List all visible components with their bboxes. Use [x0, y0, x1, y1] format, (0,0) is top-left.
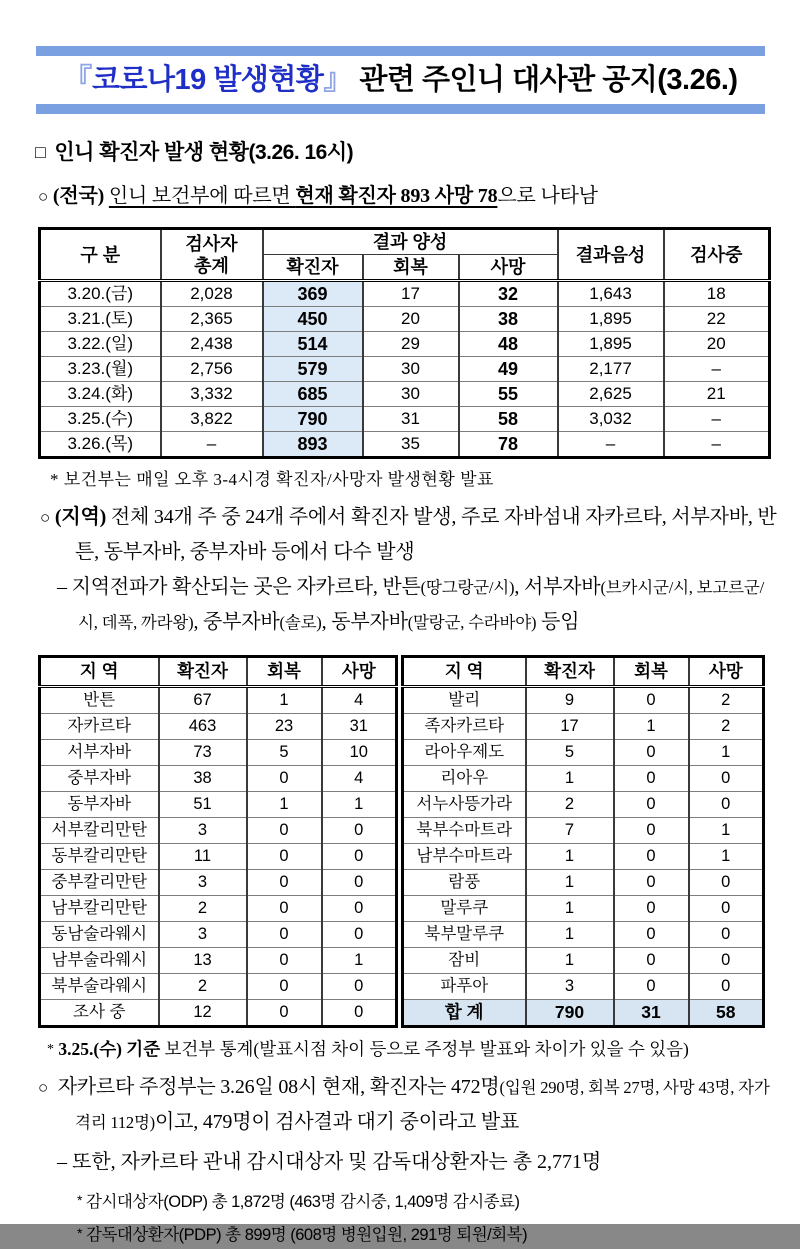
total-cell: 58 [689, 1000, 764, 1027]
table-cell: 38 [459, 307, 558, 332]
table-cell: 17 [526, 714, 614, 740]
table-cell: 23 [247, 714, 322, 740]
region-table-footnote [47, 1037, 800, 1062]
region-table-left-body [40, 687, 397, 1027]
table-cell: 51 [159, 792, 247, 818]
table-cell: 3 [159, 870, 247, 896]
table-row [403, 922, 764, 948]
national-label: (전국) [52, 185, 105, 207]
table-cell: 2 [689, 687, 764, 714]
header-region: 지 역 [403, 657, 526, 687]
title-highlight: 코로나19 발생현황 [91, 64, 324, 96]
table-cell: 1 [526, 766, 614, 792]
table-cell: 0 [689, 974, 764, 1000]
table-cell: 족자카르타 [403, 714, 526, 740]
page-title [36, 56, 765, 104]
table-cell: 0 [689, 792, 764, 818]
table-cell: 0 [689, 870, 764, 896]
table-cell: 579 [263, 357, 363, 382]
detail-run: , 중부자바 [193, 611, 280, 633]
table-cell: 동부자바 [40, 792, 159, 818]
table-row [40, 818, 397, 844]
table-cell: 동부칼리만탄 [40, 844, 159, 870]
table-cell: 2,177 [558, 357, 664, 382]
table-cell: 3 [159, 818, 247, 844]
table-cell: 중부칼리만탄 [40, 870, 159, 896]
table-cell: 55 [459, 382, 558, 407]
table-row [40, 357, 770, 382]
detail-run-small: (브카시군/시, 보고르군/시, 데폭, 까라왕) [78, 578, 765, 632]
table-cell: 5 [247, 740, 322, 766]
table-cell: 1 [614, 714, 689, 740]
table-cell: 0 [614, 896, 689, 922]
table-row [40, 974, 397, 1000]
total-cell: 합 계 [403, 1000, 526, 1027]
table-cell: 북부말루쿠 [403, 922, 526, 948]
table-row [40, 687, 397, 714]
table-row [40, 714, 397, 740]
table-cell: 0 [247, 1000, 322, 1027]
table-cell: 말루쿠 [403, 896, 526, 922]
jakarta-monitoring-text: 또한, 자카르타 관내 감시대상자 및 감독대상환자는 총 2,771명 [72, 1151, 602, 1173]
table-cell: 3,332 [161, 382, 263, 407]
detail-run: 등임 [536, 611, 580, 633]
header-testing: 검사중 [664, 229, 770, 281]
table-cell: 13 [159, 948, 247, 974]
table-row [403, 974, 764, 1000]
table-cell: 0 [247, 974, 322, 1000]
detail-run-small: (땅그랑군/시) [420, 578, 515, 597]
table-cell: 0 [614, 818, 689, 844]
table-cell: 20 [363, 307, 459, 332]
header-deaths: 사망 [459, 255, 558, 281]
table-cell: 1 [526, 922, 614, 948]
table-cell: 20 [664, 332, 770, 357]
table-cell: 0 [322, 818, 397, 844]
table-cell: 0 [247, 922, 322, 948]
table-cell: 1,895 [558, 307, 664, 332]
table-row [403, 740, 764, 766]
table-cell: 3.21.(토) [40, 307, 161, 332]
table-cell: 78 [459, 432, 558, 458]
jakarta-summary [38, 1070, 780, 1140]
table-row [40, 281, 770, 307]
region-table-right [401, 655, 765, 1028]
table-cell: 중부자바 [40, 766, 159, 792]
table-row [40, 740, 397, 766]
odp-note [77, 1187, 800, 1216]
header-tested-line1: 검사자 [185, 233, 238, 254]
table-cell: 1,895 [558, 332, 664, 357]
header-category: 구 분 [40, 229, 161, 281]
region-table-left-header [40, 657, 397, 687]
table-cell: 2 [689, 714, 764, 740]
table-cell: 3.20.(금) [40, 281, 161, 307]
title-banner [36, 0, 765, 114]
dash-bullet-icon: – [57, 576, 67, 598]
table-cell: 남부수마트라 [403, 844, 526, 870]
table-row [40, 1000, 397, 1027]
table-cell: 7 [526, 818, 614, 844]
jakarta-run: 이고, 479명이 검사결과 대기 중이라고 발표 [154, 1111, 520, 1133]
circle-bullet-icon: ○ [38, 187, 49, 206]
section-heading-time: (3.26. 16시) [248, 141, 354, 164]
header-tested-line2: 총계 [194, 255, 229, 276]
table-cell: 35 [363, 432, 459, 458]
table-cell: 21 [664, 382, 770, 407]
table-cell: 5 [526, 740, 614, 766]
table-cell: 파푸아 [403, 974, 526, 1000]
table-cell: 1 [322, 948, 397, 974]
table-cell: 1 [526, 870, 614, 896]
region-table-total [403, 1000, 764, 1027]
table-cell: 0 [322, 896, 397, 922]
table-cell: 58 [459, 407, 558, 432]
table-cell: 9 [526, 687, 614, 714]
table-row [40, 870, 397, 896]
region-table-right-header [403, 657, 764, 687]
daily-table-footnote: * 보건부는 매일 오후 3-4시경 확진자/사망자 발생현황 발표 [50, 470, 494, 489]
table-cell: 북부술라웨시 [40, 974, 159, 1000]
title-rest: 관련 주인니 대사관 공지(3.26.) [351, 64, 738, 96]
jakarta-run-small: (입원 290명, 회복 27명, 사망 43명, 자가격리 112명) [75, 1078, 770, 1132]
table-row [40, 844, 397, 870]
region-tables [38, 655, 800, 1028]
header-recovered: 회복 [363, 255, 459, 281]
header-deaths: 사망 [689, 657, 764, 687]
bottom-rule [36, 104, 765, 114]
table-row [403, 687, 764, 714]
table-cell: 48 [459, 332, 558, 357]
table-cell: 11 [159, 844, 247, 870]
region-label: (지역) [54, 506, 107, 528]
table-cell: 발리 [403, 687, 526, 714]
table-cell: 라아우제도 [403, 740, 526, 766]
daily-status-table [38, 227, 771, 459]
table-cell: 북부수마트라 [403, 818, 526, 844]
table-cell: 32 [459, 281, 558, 307]
table-cell: 리아우 [403, 766, 526, 792]
table-cell: 3 [526, 974, 614, 1000]
table-cell: – [664, 432, 770, 458]
table-row [403, 766, 764, 792]
detail-run: 지역전파가 확산되는 곳은 자카르타, 반튼 [71, 576, 421, 598]
table-row [40, 432, 770, 458]
table-cell: 463 [159, 714, 247, 740]
jakarta-monitoring [57, 1146, 780, 1179]
table-row [40, 896, 397, 922]
table-cell: 29 [363, 332, 459, 357]
table-row [403, 818, 764, 844]
table-cell: 0 [322, 922, 397, 948]
table-cell: – [558, 432, 664, 458]
table-cell: 0 [322, 974, 397, 1000]
table-cell: 67 [159, 687, 247, 714]
table-cell: 31 [363, 407, 459, 432]
table-cell: 0 [689, 896, 764, 922]
table-cell: 잠비 [403, 948, 526, 974]
header-recovered: 회복 [247, 657, 322, 687]
national-tail: 으로 나타남 [497, 185, 598, 207]
region-table-left [38, 655, 398, 1028]
table-row [403, 896, 764, 922]
table-row [403, 870, 764, 896]
table-cell: 자카르타 [40, 714, 159, 740]
table-row [403, 844, 764, 870]
total-cell: 790 [526, 1000, 614, 1027]
table-cell: 1 [247, 792, 322, 818]
header-region: 지 역 [40, 657, 159, 687]
table-cell: 0 [614, 766, 689, 792]
table-cell: 3.24.(화) [40, 382, 161, 407]
table-cell: 10 [322, 740, 397, 766]
table-cell: 49 [459, 357, 558, 382]
table-cell: 0 [322, 844, 397, 870]
table-row [40, 407, 770, 432]
table-cell: 0 [322, 1000, 397, 1027]
header-recovered: 회복 [614, 657, 689, 687]
table-cell: – [664, 357, 770, 382]
asterisk-icon: * [47, 1042, 54, 1057]
region-table-right-body [403, 687, 764, 1000]
table-cell: 3 [159, 922, 247, 948]
table-cell: 1 [247, 687, 322, 714]
table-row [40, 382, 770, 407]
table-cell: 서부칼리만탄 [40, 818, 159, 844]
table-cell: 2,028 [161, 281, 263, 307]
table-cell: 0 [614, 844, 689, 870]
table-cell: 514 [263, 332, 363, 357]
daily-table-body [40, 281, 770, 458]
table-cell: 1 [526, 948, 614, 974]
table-cell: 3.26.(목) [40, 432, 161, 458]
detail-run: , 동부자바 [321, 611, 408, 633]
table-row [403, 948, 764, 974]
table-cell: 0 [614, 948, 689, 974]
table-row [40, 922, 397, 948]
jakarta-run: 자카르타 주정부는 3.26일 08시 현재, 확진자는 472명 [57, 1076, 500, 1098]
table-cell: 3,822 [161, 407, 263, 432]
table-cell: 1 [322, 792, 397, 818]
section-heading [35, 140, 800, 166]
table-cell: 0 [247, 948, 322, 974]
table-cell: 0 [247, 818, 322, 844]
table-cell: 반튼 [40, 687, 159, 714]
table-cell: 17 [363, 281, 459, 307]
table-cell: 서누사뜽가라 [403, 792, 526, 818]
header-confirmed: 확진자 [159, 657, 247, 687]
table-cell: 남부칼리만탄 [40, 896, 159, 922]
table-row [40, 332, 770, 357]
table-cell: – [664, 407, 770, 432]
region-summary [40, 500, 778, 570]
region-detail [57, 570, 774, 640]
table-cell: 0 [247, 844, 322, 870]
header-confirmed: 확진자 [526, 657, 614, 687]
footnote-rest: 보건부 통계(발표시점 차이 등으로 주정부 발표와 차이가 있을 수 있음) [160, 1039, 689, 1059]
table-row [403, 792, 764, 818]
table-cell: 18 [664, 281, 770, 307]
dash-bullet-icon: – [57, 1151, 67, 1173]
table-row [40, 766, 397, 792]
title-bracket-close: 』 [323, 64, 352, 96]
header-confirmed: 확진자 [263, 255, 363, 281]
top-rule [36, 46, 765, 56]
header-tested-total [161, 229, 263, 281]
table-row [403, 714, 764, 740]
table-cell: 0 [614, 792, 689, 818]
table-cell: 0 [247, 870, 322, 896]
table-cell: 3.22.(일) [40, 332, 161, 357]
table-cell: 2,756 [161, 357, 263, 382]
section-heading-text: 인니 확진자 발생 현황 [54, 141, 249, 164]
table-cell: 369 [263, 281, 363, 307]
daily-table-header [40, 229, 770, 281]
table-cell: 0 [322, 870, 397, 896]
table-cell: 서부자바 [40, 740, 159, 766]
table-cell: 4 [322, 766, 397, 792]
table-cell: 2,365 [161, 307, 263, 332]
table-cell: 0 [689, 948, 764, 974]
region-text: 전체 34개 주 중 24개 주에서 확진자 발생, 주로 자바섬내 자카르타, 서부자바, 반튼, 동부자바, 중부자바 등에서 다수 발생 [75, 506, 777, 563]
table-cell: 조사 중 [40, 1000, 159, 1027]
table-cell: – [161, 432, 263, 458]
table-cell: 0 [614, 740, 689, 766]
table-cell: 30 [363, 357, 459, 382]
footnote-date: 3.25.(수) 기준 [58, 1039, 161, 1059]
table-cell: 30 [363, 382, 459, 407]
table-cell: 790 [263, 407, 363, 432]
table-cell: 1 [689, 740, 764, 766]
table-cell: 1 [689, 818, 764, 844]
header-deaths: 사망 [322, 657, 397, 687]
table-cell: 3.25.(수) [40, 407, 161, 432]
table-cell: 893 [263, 432, 363, 458]
national-text: 인니 보건부에 따르면 [108, 185, 296, 207]
table-cell: 람풍 [403, 870, 526, 896]
asterisk-icon: * [77, 1192, 82, 1208]
odp-text: 감시대상자(ODP) 총 1,872명 (463명 감시중, 1,409명 감시종료) [86, 1193, 520, 1211]
circle-bullet-icon: ○ [40, 508, 51, 527]
square-bullet-icon: □ [35, 142, 46, 162]
table-cell: 2,625 [558, 382, 664, 407]
table-cell: 0 [247, 766, 322, 792]
table-cell: 1 [526, 844, 614, 870]
table-row [40, 307, 770, 332]
total-cell: 31 [614, 1000, 689, 1027]
table-cell: 4 [322, 687, 397, 714]
table-cell: 0 [614, 870, 689, 896]
pdp-text: 감독대상환자(PDP) 총 899명 (608명 병원입원, 291명 퇴원/회복) [86, 1226, 528, 1244]
table-cell: 2 [159, 974, 247, 1000]
table-cell: 1 [689, 844, 764, 870]
table-cell: 3.23.(월) [40, 357, 161, 382]
table-cell: 0 [247, 896, 322, 922]
header-positive-group: 결과 양성 [263, 229, 558, 255]
circle-bullet-icon: ○ [38, 1078, 49, 1097]
table-cell: 0 [614, 922, 689, 948]
table-cell: 38 [159, 766, 247, 792]
table-cell: 0 [689, 766, 764, 792]
detail-run-small: (말랑군, 수라바야) [407, 613, 537, 632]
title-bracket-open: 『 [63, 64, 92, 96]
table-cell: 685 [263, 382, 363, 407]
table-cell: 31 [322, 714, 397, 740]
table-cell: 73 [159, 740, 247, 766]
table-row [40, 948, 397, 974]
detail-run-small: (솔로) [279, 613, 322, 632]
total-row [403, 1000, 764, 1027]
national-figures: 현재 확진자 893 사망 78 [295, 185, 498, 207]
detail-run: , 서부자바 [514, 576, 601, 598]
table-cell: 3,032 [558, 407, 664, 432]
header-negative: 결과음성 [558, 229, 664, 281]
table-cell: 0 [614, 974, 689, 1000]
underlined-text [109, 185, 498, 207]
table-row [40, 792, 397, 818]
pdp-note [77, 1220, 800, 1249]
table-cell: 남부술라웨시 [40, 948, 159, 974]
table-cell: 2,438 [161, 332, 263, 357]
table-cell: 0 [689, 922, 764, 948]
table-cell: 2 [159, 896, 247, 922]
table-cell: 동남술라웨시 [40, 922, 159, 948]
table-cell: 12 [159, 1000, 247, 1027]
table-cell: 0 [614, 687, 689, 714]
asterisk-icon: * [77, 1225, 82, 1241]
table-cell: 450 [263, 307, 363, 332]
table-cell: 1,643 [558, 281, 664, 307]
national-summary [38, 182, 780, 211]
table-cell: 1 [526, 896, 614, 922]
table-cell: 2 [526, 792, 614, 818]
table-cell: 22 [664, 307, 770, 332]
